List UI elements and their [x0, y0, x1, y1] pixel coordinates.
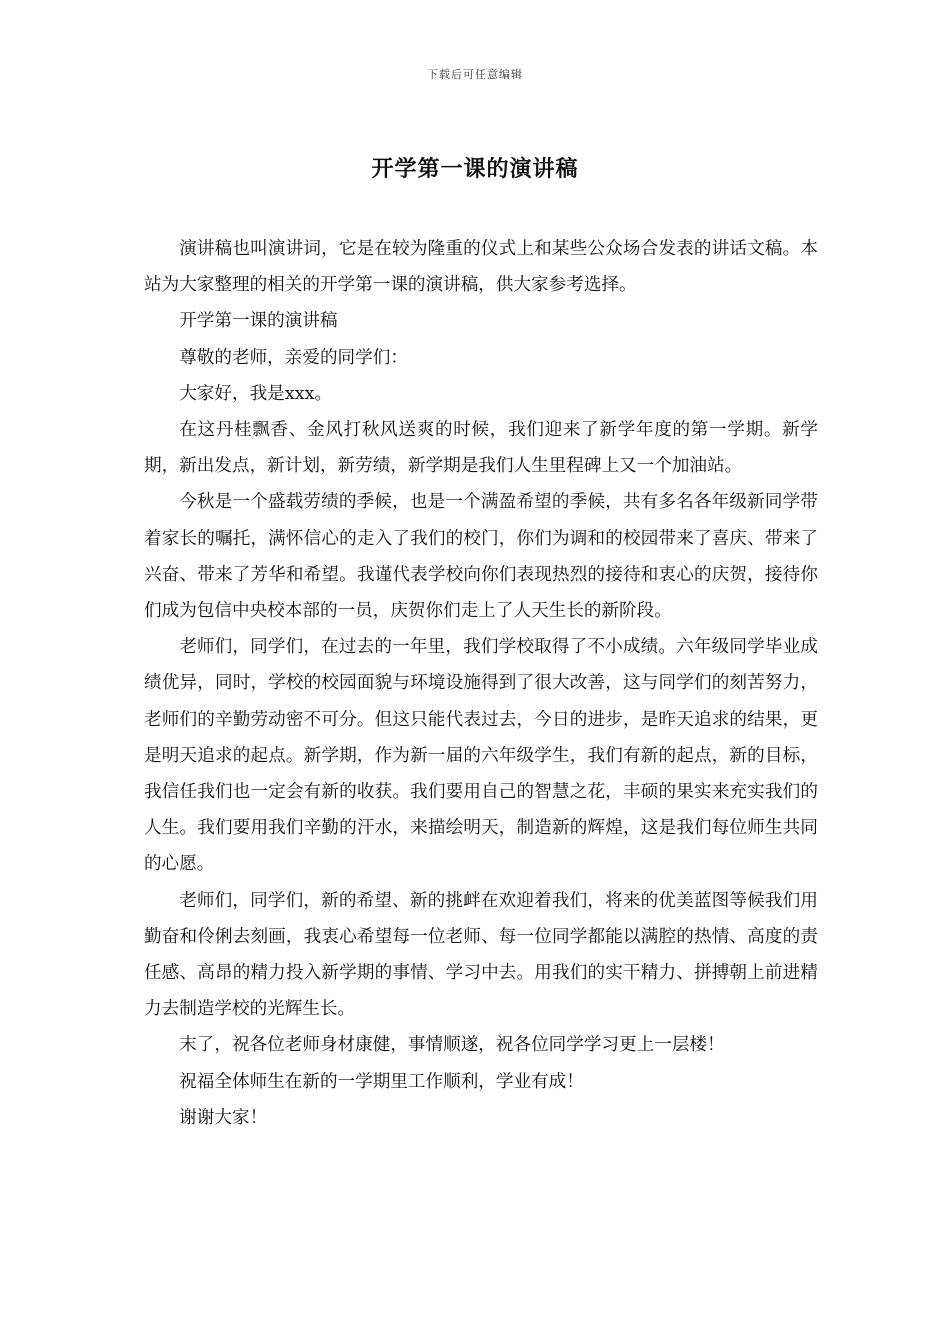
paragraph-subtitle: 开学第一课的演讲稿	[179, 311, 338, 332]
paragraph-salutation: 尊敬的老师，亲爱的同学们：	[179, 347, 408, 368]
paragraph-welcome: 今秋是一个盛载劳绩的季候，也是一个满盈希望的季候，共有多名各年级新同学带着家长的嘱托，满怀信心的走入了我们的校门，你们为调和的校园带来了喜庆、带来了兴奋、带来了芳华和希望。我谨代表学校向你们表现热烈的接待和衷心的庆贺，接待你们成为包信中央校本部的一员，庆贺你们走上了人天生长的新阶段。	[144, 492, 818, 622]
header-note: 下载后可任意编辑	[427, 68, 523, 81]
document-body	[144, 231, 818, 1136]
paragraph-new-term: 在这丹桂飘香、金风打秋风送爽的时候，我们迎来了新学年度的第一学期。新学期，新出发点，新计划，新劳绩，新学期是我们人生里程碑上又一个加油站。	[144, 420, 818, 477]
page-title: 开学第一课的演讲稿	[371, 156, 579, 182]
paragraph-blessing: 祝福全体师生在新的一学期里工作顺利，学业有成！	[179, 1071, 584, 1092]
paragraph-greeting: 大家好，我是xxx。	[179, 383, 333, 404]
paragraph-achievements: 老师们，同学们，在过去的一年里，我们学校取得了不小成绩。六年级同学毕业成绩优异，同时，学校的校园面貌与环境设施得到了很大改善，这与同学们的刻苦努力，老师们的辛勤劳动密不可分。但这只能代表过去，今日的进步，是昨天追求的结果，更是明天追求的起点。新学期，作为新一届的六年级学生，我们有新的起点，新的目标，我信任我们也一定会有新的收获。我们要用自己的智慧之花，丰硕的果实来充实我们的人生。我们要用我们辛勤的汗水，来描绘明天，制造新的辉煌，这是我们每位师生共同的心愿。	[144, 637, 818, 875]
paragraph-wishes: 末了，祝各位老师身材康健，事情顺遂，祝各位同学学习更上一层楼！	[179, 1035, 725, 1056]
paragraph-hopes: 老师们，同学们，新的希望、新的挑衅在欢迎着我们，将来的优美蓝图等候我们用勤奋和伶俐去刻画，我衷心希望每一位老师、每一位同学都能以满腔的热情、高度的责任感、高昂的精力投入新学期的事情、学习中去。用我们的实干精力、拼搏朝上前进精力去制造学校的光辉生长。	[144, 890, 818, 1020]
paragraph-thanks: 谢谢大家！	[179, 1107, 268, 1128]
paragraph-intro: 演讲稿也叫演讲词，它是在较为隆重的仪式上和某些公众场合发表的讲话文稿。本站为大家整理的相关的开学第一课的演讲稿，供大家参考选择。	[144, 239, 818, 296]
